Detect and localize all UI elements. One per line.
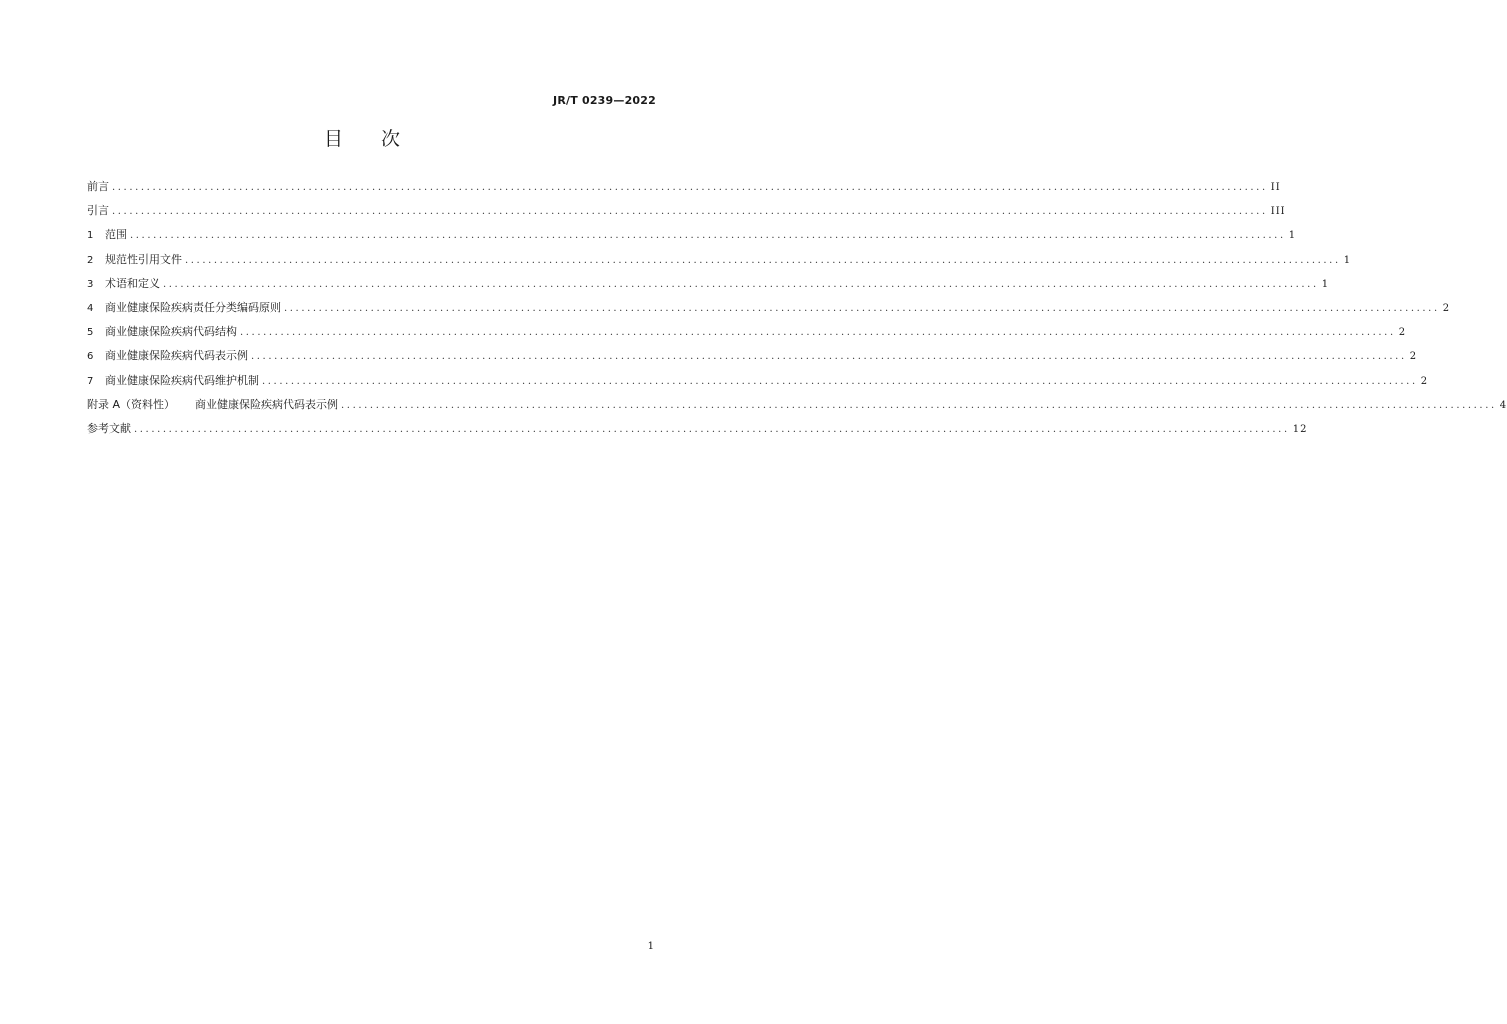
toc-entry-page: 2 <box>1420 375 1429 387</box>
toc-entry-number: 4 <box>87 302 94 314</box>
toc-entry-page: III <box>1270 206 1286 218</box>
toc-entry-number: 2 <box>87 254 94 266</box>
toc-entry-normative-references[interactable] <box>87 250 1352 274</box>
toc-entry-appendix-a[interactable] <box>87 395 1507 419</box>
title-char-2: 次 <box>381 128 401 150</box>
toc-entry-page: 4 <box>1499 399 1507 411</box>
toc-entry-section-4[interactable] <box>87 298 1451 322</box>
toc-entry-number: 5 <box>87 327 94 339</box>
title-char-1: 目 <box>323 128 343 150</box>
toc-entry-number: 1 <box>87 230 94 242</box>
toc-entry-label: 商业健康保险疾病责任分类编码原则 <box>105 300 281 314</box>
toc-leader-dots: ........................................................................................................................................................................................................ <box>240 327 1396 339</box>
toc-leader-dots: ........................................................................................................................................................................................................ <box>185 254 1341 266</box>
toc-entry-page: 2 <box>1409 351 1418 363</box>
toc-leader-dots: ........................................................................................................................................................................................................ <box>112 206 1268 218</box>
toc-leader-dots: ........................................................................................................................................................................................................ <box>163 278 1319 290</box>
toc-entry-label: 商业健康保险疾病代码维护机制 <box>105 373 259 387</box>
toc-entry-number: 7 <box>87 375 94 387</box>
toc-entry-page: 2 <box>1442 302 1451 314</box>
toc-entry-terms-definitions[interactable] <box>87 274 1330 298</box>
toc-entry-page: 1 <box>1288 230 1297 242</box>
standard-code: JR/T 0239—2022 <box>553 94 656 107</box>
table-of-contents <box>87 177 1507 443</box>
toc-appendix-title: 商业健康保险疾病代码表示例 <box>195 397 339 411</box>
toc-entry-label: 前言 <box>87 180 109 193</box>
toc-leader-dots: ........................................................................................................................................................................................................ <box>284 302 1440 314</box>
toc-entry-number: 3 <box>87 278 94 290</box>
toc-entry-number: 6 <box>87 351 94 363</box>
page-title <box>0 124 724 151</box>
toc-entry-introduction[interactable] <box>87 201 1286 225</box>
toc-entry-label: 术语和定义 <box>105 276 160 290</box>
toc-entry-section-5[interactable] <box>87 322 1407 346</box>
toc-entry-label <box>87 395 338 415</box>
toc-entry-page: 1 <box>1321 278 1330 290</box>
toc-entry-label: 商业健康保险疾病代码表示例 <box>105 349 248 363</box>
toc-leader-dots: ........................................................................................................................................................................................................ <box>134 423 1290 435</box>
toc-entry-section-7[interactable] <box>87 371 1429 395</box>
toc-entry-page: II <box>1270 182 1281 193</box>
page-number: 1 <box>647 941 654 952</box>
toc-leader-dots: ........................................................................................................................................................................................................ <box>251 351 1407 363</box>
toc-appendix-prefix: 附录 A（资料性） <box>87 397 176 411</box>
toc-entry-label: 规范性引用文件 <box>105 252 182 266</box>
toc-entry-page: 2 <box>1398 327 1407 339</box>
toc-entry-page: 12 <box>1292 423 1308 435</box>
toc-entry-section-6[interactable] <box>87 346 1418 370</box>
toc-entry-label: 参考文献 <box>87 421 131 435</box>
toc-leader-dots: ........................................................................................................................................................................................................ <box>341 399 1497 411</box>
toc-entry-page: 1 <box>1343 254 1352 266</box>
toc-entry-label: 范围 <box>105 228 127 242</box>
toc-entry-bibliography[interactable] <box>87 419 1308 443</box>
toc-entry-foreword[interactable] <box>87 177 1281 201</box>
toc-leader-dots: ........................................................................................................................................................................................................ <box>112 182 1268 193</box>
toc-entry-label: 商业健康保险疾病代码结构 <box>105 325 237 339</box>
toc-entry-label: 引言 <box>87 204 109 218</box>
toc-entry-scope[interactable] <box>87 225 1297 249</box>
toc-leader-dots: ........................................................................................................................................................................................................ <box>262 375 1418 387</box>
toc-leader-dots: ........................................................................................................................................................................................................ <box>130 230 1286 242</box>
